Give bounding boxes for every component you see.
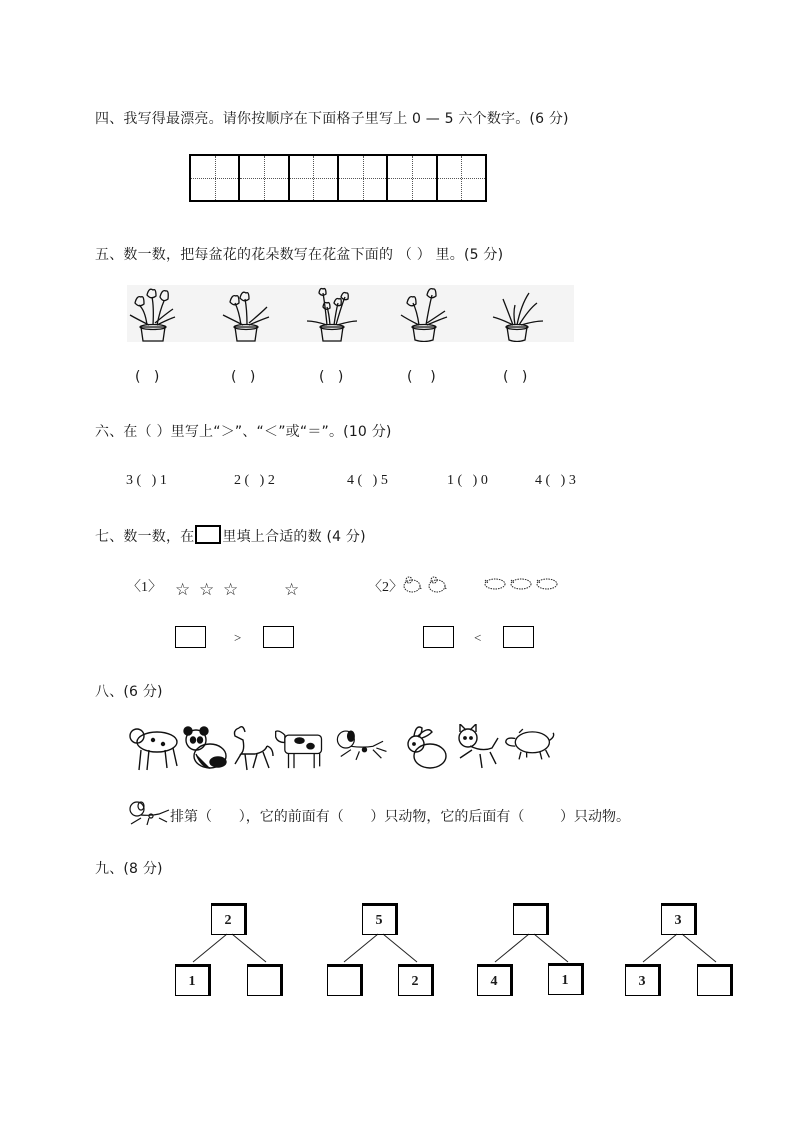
tree1-left-box[interactable]: 1 bbox=[175, 964, 211, 996]
star-icon: ☆ bbox=[223, 580, 239, 600]
operator-gt: > bbox=[234, 630, 242, 645]
dog-position-sentence[interactable]: 排第（ ），它的前面有（ ）只动物，它的后面有（ ）只动物。 bbox=[170, 809, 631, 825]
tree3-left-box[interactable]: 4 bbox=[477, 964, 513, 996]
comparison-5[interactable]: 4 ( ) 3 bbox=[535, 473, 576, 488]
tree2-left-box[interactable] bbox=[327, 964, 363, 996]
section8-title: 八、(6 分) bbox=[95, 684, 163, 700]
section7-title-before: 七、数一数，在 bbox=[95, 529, 195, 545]
tree4-left-box[interactable]: 3 bbox=[625, 964, 661, 996]
section6-title: 六、在（ ）里写上“＞”、“＜”或“＝”。(10 分) bbox=[95, 424, 392, 440]
star-icon: ☆ bbox=[199, 580, 215, 600]
pot-answer-5[interactable]: ( ) bbox=[503, 369, 528, 385]
tree1-right-box[interactable] bbox=[247, 964, 283, 996]
section5-title: 五、数一数，把每盆花的花朵数写在花盆下面的 （ ） 里。(5 分) bbox=[95, 247, 504, 263]
section9-title: 九、(8 分) bbox=[95, 861, 163, 877]
section7-title-after: 里填上合适的数 (4 分) bbox=[222, 529, 366, 545]
comparison-1[interactable]: 3 ( ) 1 bbox=[126, 473, 167, 488]
tree3-right-box[interactable]: 1 bbox=[548, 963, 584, 995]
pot-answer-4[interactable]: ( ) bbox=[407, 369, 436, 385]
star-icon: ☆ bbox=[284, 580, 300, 600]
tree2-right-box[interactable]: 2 bbox=[398, 964, 434, 996]
tree3-top-box[interactable] bbox=[513, 903, 549, 935]
pot-answer-1[interactable]: ( ) bbox=[135, 369, 160, 385]
tree4-top-box[interactable]: 3 bbox=[661, 903, 697, 935]
group2-label: 〈2〉 bbox=[368, 580, 403, 595]
star-icon: ☆ bbox=[175, 580, 191, 600]
comparison-3[interactable]: 4 ( ) 5 bbox=[347, 473, 388, 488]
tree4-right-box[interactable] bbox=[697, 964, 733, 996]
comparison-4[interactable]: 1 ( ) 0 bbox=[447, 473, 488, 488]
group1-label: 〈1〉 bbox=[127, 580, 162, 595]
section4-title: 四、我写得最漂亮。请你按顺序在下面格子里写上 0 — 5 六个数字。(6 分) bbox=[95, 111, 569, 127]
tree1-top-box[interactable]: 2 bbox=[211, 903, 247, 935]
pot-answer-2[interactable]: ( ) bbox=[231, 369, 256, 385]
pot-answer-3[interactable]: ( ) bbox=[319, 369, 344, 385]
comparison-2[interactable]: 2 ( ) 2 bbox=[234, 473, 275, 488]
operator-lt: < bbox=[474, 630, 482, 645]
tree2-top-box[interactable]: 5 bbox=[362, 903, 398, 935]
